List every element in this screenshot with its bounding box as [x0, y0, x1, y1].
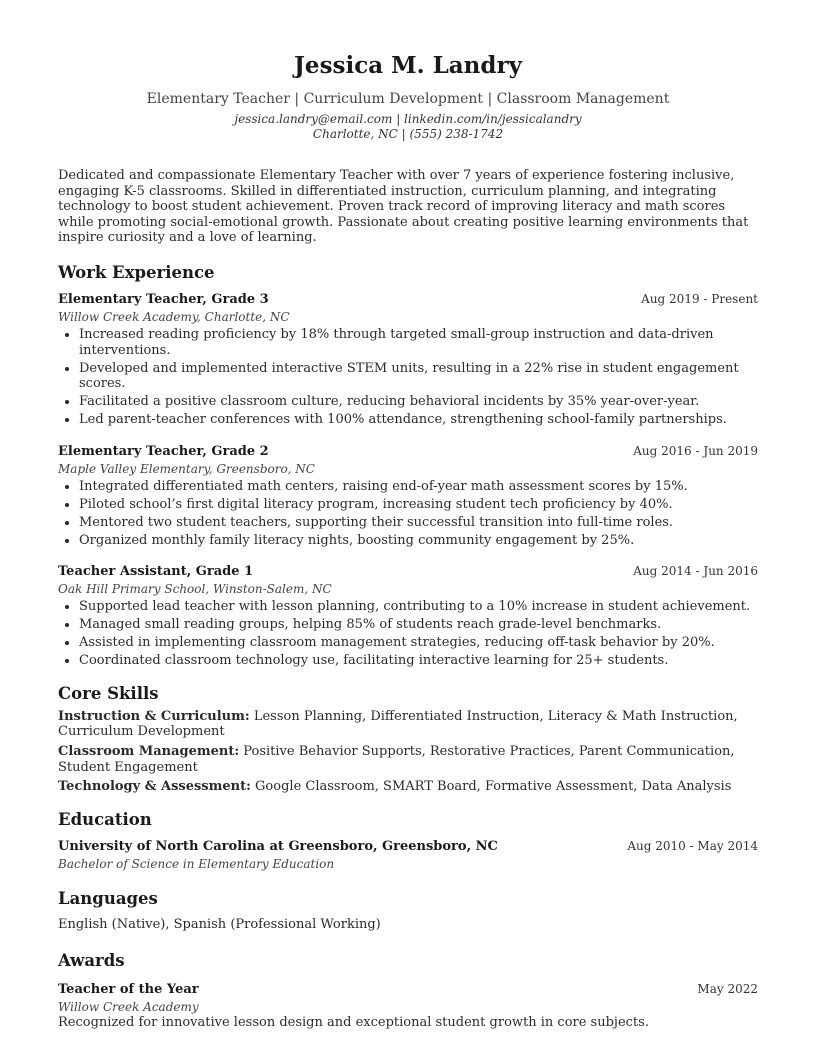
skill-value: Positive Behavior Supports, Restorative Practices, Parent Communication, Student Engagement — [58, 743, 735, 775]
job-bullet: • Increased reading proficiency by 18% through targeted small-group instruction and data-driven interventions. — [79, 327, 758, 358]
job-bullet: • Developed and implemented interactive STEM units, resulting in a 22% rise in student engagement scores. — [79, 361, 758, 392]
job-date: Aug 2016 - Jun 2019 — [633, 443, 758, 458]
job-bullets — [58, 479, 758, 549]
skill-label: Instruction & Curriculum: — [58, 708, 250, 724]
job-title: Elementary Teacher, Grade 2 — [58, 443, 269, 459]
award-date: May 2022 — [697, 981, 758, 996]
job-bullet: • Mentored two student teachers, supporting their successful transition into full-time roles. — [79, 515, 758, 531]
job-bullet: • Assisted in implementing classroom management strategies, reducing off-task behavior by 20%. — [79, 635, 758, 651]
job-bullet: • Integrated differentiated math centers, raising end-of-year math assessment scores by 15%. — [79, 479, 758, 495]
degree: Bachelor of Science in Elementary Education — [58, 856, 335, 871]
job-organization: Willow Creek Academy, Charlotte, NC — [58, 309, 290, 324]
award-organization: Willow Creek Academy — [58, 999, 199, 1014]
job-bullets — [58, 599, 758, 669]
contact-location-phone: Charlotte, NC | (555) 238-1742 — [312, 127, 504, 141]
skill-value: Google Classroom, SMART Board, Formative Assessment, Data Analysis — [255, 779, 732, 795]
professional-summary: Dedicated and compassionate Elementary Teacher with over 7 years of experience fostering inclusive, engaging K-5 classrooms. Skilled in differentiated instruction, curriculum planning, and integrating technology to boost student achievement. Proven track record of improving literacy and math scores while promoting social-emotional growth. Passionate about creating positive learning environments that inspire curiosity and a love of learning. — [58, 168, 749, 246]
resume-header — [58, 50, 758, 142]
education-date: Aug 2010 - May 2014 — [627, 838, 758, 853]
job-bullet: • Facilitated a positive classroom culture, reducing behavioral incidents by 35% year-over-year. — [79, 394, 758, 410]
job-bullet: • Supported lead teacher with lesson planning, contributing to a 10% increase in student achievement. — [79, 599, 758, 615]
work-experience-heading: Work Experience — [58, 262, 215, 282]
award-name: Teacher of the Year — [58, 981, 199, 997]
education-section — [58, 809, 758, 872]
contact-email-linkedin: jessica.landry@email.com | linkedin.com/in/jessicalandry — [234, 112, 582, 126]
school-name: University of North Carolina at Greensboro, Greensboro, NC — [58, 838, 498, 854]
core-skills-heading: Core Skills — [58, 683, 159, 703]
candidate-tagline: Elementary Teacher | Curriculum Development | Classroom Management — [146, 91, 670, 107]
job-bullets — [58, 327, 758, 428]
job-title: Teacher Assistant, Grade 1 — [58, 564, 254, 580]
job-date: Aug 2019 - Present — [641, 291, 758, 306]
job-bullet: • Led parent-teacher conferences with 100% attendance, strengthening school-family partnerships. — [79, 412, 758, 428]
education-heading: Education — [58, 809, 152, 829]
job-organization: Oak Hill Primary School, Winston-Salem, NC — [58, 582, 332, 597]
skill-line — [58, 779, 758, 795]
award-description: Recognized for innovative lesson design and exceptional student growth in core subjects. — [58, 1014, 649, 1030]
core-skills-section — [58, 683, 758, 795]
skill-line — [58, 709, 758, 740]
awards-section — [58, 950, 758, 1031]
job-bullet: • Organized monthly family literacy nights, boosting community engagement by 25%. — [79, 533, 758, 549]
job-entry — [58, 290, 758, 428]
job-entry — [58, 562, 758, 669]
work-experience-section — [58, 262, 758, 669]
skill-line — [58, 744, 758, 775]
job-date: Aug 2014 - Jun 2016 — [633, 564, 758, 579]
languages-heading: Languages — [58, 888, 158, 908]
skill-label: Classroom Management: — [58, 743, 240, 759]
job-bullet: • Managed small reading groups, helping 85% of students reach grade-level benchmarks. — [79, 617, 758, 633]
job-title: Elementary Teacher, Grade 3 — [58, 291, 269, 307]
languages-section — [58, 888, 758, 933]
job-bullet: • Coordinated classroom technology use, facilitating interactive learning for 25+ students. — [79, 653, 758, 669]
awards-heading: Awards — [58, 950, 125, 970]
skill-value: Lesson Planning, Differentiated Instruction, Literacy & Math Instruction, Curriculum Development — [58, 708, 738, 740]
job-organization: Maple Valley Elementary, Greensboro, NC — [58, 461, 315, 476]
job-bullet: • Piloted school’s first digital literacy program, increasing student tech proficiency by 40%. — [79, 497, 758, 513]
candidate-name: Jessica M. Landry — [294, 52, 522, 79]
languages-list: English (Native), Spanish (Professional Working) — [58, 916, 381, 932]
skill-label: Technology & Assessment: — [58, 779, 251, 795]
job-entry — [58, 442, 758, 549]
